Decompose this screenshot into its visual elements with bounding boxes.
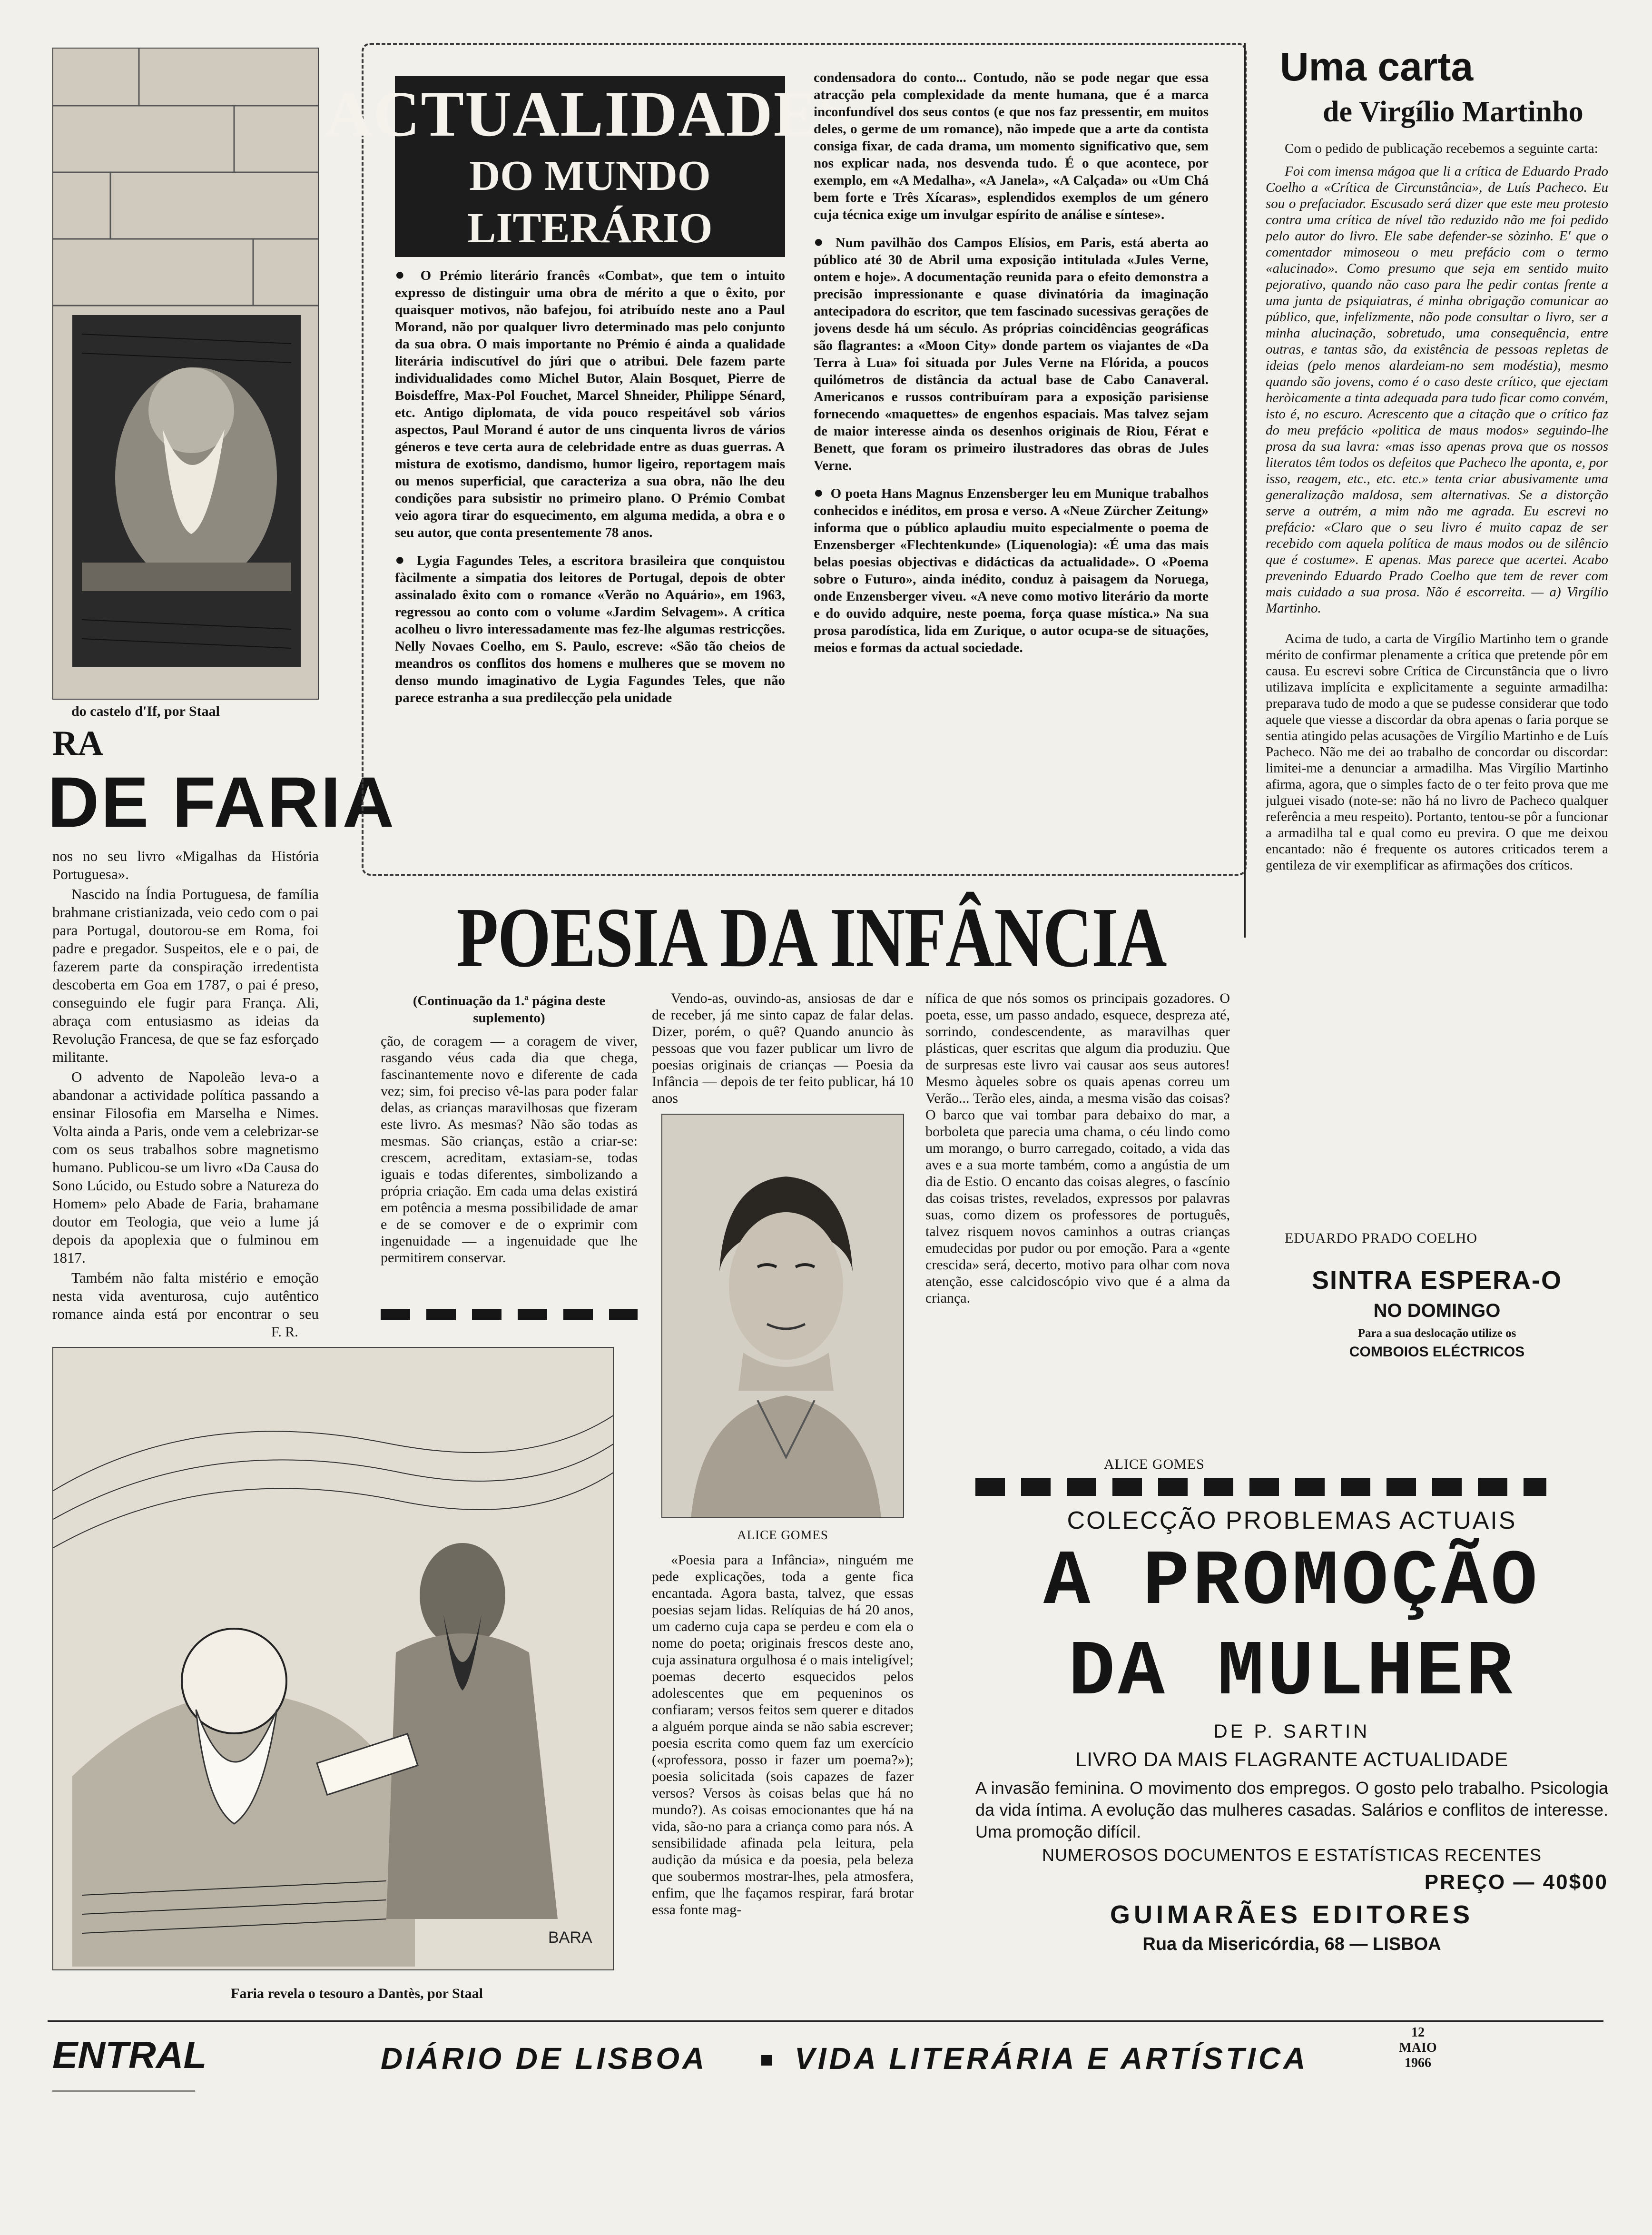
bullet-icon: ● [814,233,826,251]
poesia-text: ção, de coragem — a coragem de viver, rasgando véus cada dia que chega, fascinantemente novo e diferente de cada vez; sim, foi preciso vê-las para poder falar delas, as crianças maravilhosas que fizeram este livro. As mesmas? Não são todas as mesmas. São crianças, estão a criar-se: crescem, acreditam, extasiam-se, todas iguais e todas diferentes, simbolizando a própria criação. Em cada uma delas existirá em potência a mesma possibilidade de amar e de se comover e de o exprimir com ingenuidade — a ingenuidade que lhe permitirem conservar. [381,1033,638,1266]
faria-headline: DE FARIA [48,762,396,842]
faria-signature: F. R. [271,1324,298,1340]
poesia-column-2-top [652,990,914,1114]
faria-dantes-caption: Faria revela o tesouro a Dantès, por Staal [231,1986,483,2001]
poesia-text: «Poesia para a Infância», ninguém me pede explicações, toda a gente fica encantada. Agora basta, talvez, que essas poesias sejam lidas. Relíquias de há 20 anos, um caderno cuja capa se perdeu e com ela o nome do poeta; originais frescos deste ano, cuja assinatura orgulhosa é o mais inteligível; poemas decerto esquecidos pelos adolescentes que em pequeninos os confiaram; versos feitos sem querer e ditados a alguém porque ainda se não sabia escrever; poesia escrita como quem faz um exercício («professora, posso ir fazer um poema?»); poesia solicitada (sois capazes de fazer versos? Versos às coisas belas que há no mundo?). As coisas emocionantes que há na vida, são-no para a criança como para nós. A sensibilidade afinada pela leitura, pela audição da música e da poesia, pela beleza que soubermos mostrar-lhes, pela atmosfera, enfim, que lhe façamos respirar, fará brotar essa fonte mag- [652,1552,914,1918]
promocao-address: Rua da Misericórdia, 68 — LISBOA [1142,1934,1441,1954]
actualidades-item [395,267,785,541]
footer-year: 1966 [1405,2056,1431,2070]
bullet-icon: ● [395,267,410,284]
poesia-divider [381,1309,638,1320]
carta-letter: Foi com imensa mágoa que li a crítica de Eduardo Prado Coelho a «Crítica de Circunstância», de Luís Pacheco. Eu sou o prefaciador. Escusado será dizer que este meu protesto contra uma crítica de nível tão reduzido não me foi pedido pelo autor do livro. Ele sabe defender-se sòzinho. E' que o comentador mimoseou o meu prefácio com o termo «alucinado». Como presumo que seja em sentido muito pejorativo, quando não caso para lhe pedir contas frente a uma junta de psiquiatras, é minha obrigação comunicar ao público, que, infelizmente, não pode consultar o livro, ser a minha alucinação, sobretudo, uma consequência, entre outras, e tantas são, da existência de pessoas repletas de ideias (pelo menos alardeiam-no sem modéstia), mesmo quando são jovens, como é o caso deste crítico, que ejectam heròicamente a tinta adequada para tudo ficar como convém, isto é, no escuro. Acrescento que a citação que o crítico faz do meu prefácio «politica de maus modos» seguindo-lhe prosa da sua lavra: «mas isso apenas prova que os nossos literatos têm todos os defeitos que Pacheco lhe aponta, e, por isso, reagem, etc., etc. etc.» tenta criar abusivamente uma generalização maldosa, sem alternativas. Se a distorção serve a outrém, a mim não me agrada. Eu escrevi no prefácio: «Claro que o seu livro é muito capaz de ser recebido com aquela política de maus modos ou de silêncio que é costume». E apenas. Mas parece que acertei. Acabo prevenindo Eduardo Prado Coelho que tem de rever com mais cuidado a sua prosa. Não é escorreita. — a) Virgílio Martinho. [1266,164,1608,616]
castle-engraving-illustration [53,49,319,700]
actualidades-item [395,552,785,706]
photo-caption: ALICE GOMES [737,1528,828,1542]
poesia-text: Vendo-as, ouvindo-as, ansiosas de dar e de receber, já me sinto capaz de falar delas. Dizer, porém, o quê? Quando anuncio às pessoas que vou fazer publicar um livro de poesias originais de crianças — Poesia da Infância — depois de ter feito publicar, há 10 anos [652,990,914,1106]
faria-dantes-engraving [52,1347,614,1970]
bullet-icon: ● [395,551,408,569]
actualidades-item [814,485,1209,656]
footer-day: 12 [1411,2025,1425,2040]
footer-left: ENTRAL [52,2034,207,2076]
sintra-ad-day: NO DOMINGO [1373,1300,1501,1321]
footer-rule [48,2020,1603,2022]
carta-signature: EDUARDO PRADO COELHO [1285,1230,1478,1246]
promocao-collection: COLECÇÃO PROBLEMAS ACTUAIS [1067,1507,1517,1534]
faria-lead: nos no seu livro «Migalhas da História Portuguesa». [52,848,319,882]
promocao-title-line2: DA MULHER [1068,1629,1515,1717]
poesia-column-2-bottom [652,1552,914,1970]
sintra-ad-note: Para a sua deslocação utilize os [1357,1327,1516,1340]
sintra-ad-title: SINTRA ESPERA-O [1311,1266,1563,1295]
actualidades-column-2 [814,69,1209,859]
carta-subtitle: de Virgílio Martinho [1323,96,1583,128]
engraving-signature: BARA [548,1928,592,1947]
carta-intro: Com o pedido de publicação recebemos a seguinte carta: [1285,141,1598,156]
alice-gomes-photo [661,1114,904,1518]
actualidades-title-block [325,76,855,257]
poesia-continuation: (Continuação da 1.ª página deste suplemento) [413,993,606,1026]
portrait-illustration [662,1115,904,1518]
faria-paragraph: O advento de Napoleão leva-o a abandonar a actividade política passando a ensinar Filosofia em Marselha e Nimes. Volta ainda a Paris, onde vem a celebrizar-se com os seus trabalhos sobre magnetismo humano. Publicou-se um livro «Da Causa do Sono Lúcido, ou Estudo sobre a Natureza do Homem» pelo Abade de Faria, brahamane doutor em Teologia, que veio a lume já depois da apoplexia que o fulminou em 1817. [52,1068,319,1266]
actualidades-subtitle: DO MUNDO LITERÁRIO [467,152,713,252]
poesia-column-1 [381,1033,638,1299]
faria-paragraph: Também não falta mistério e emoção nesta vida aventurosa, cujo autêntico romance ainda está por encontrar o seu [52,1269,319,1322]
faria-paragraph: Nascido na Índia Portuguesa, de família brahmane cristianizada, veio cedo com o pai para Portugal, doutorou-se em Roma, foi padre e pregador. Suspeitos, ele e o pai, de fazerem parte da conspiração irredentista descoberta em Goa em 1787, o pai é preso, conseguindo ele fugir para França. Ali, abraça com entusiasmo as ideias da Revolução Francesa, de que se faz esforçado militante. [52,886,319,1065]
bullet-icon: ● [814,484,824,502]
carta-title: Uma carta [1280,44,1474,89]
footer-bullet-icon [761,2055,772,2066]
promocao-extra: NUMEROSOS DOCUMENTOS E ESTATÍSTICAS RECENTES [1042,1845,1542,1865]
faria-article [52,847,319,1323]
footer-month: MAIO [1399,2040,1437,2055]
actualidades-column-1 [395,267,785,857]
actualidades-item-continued: condensadora do conto... Contudo, não se pode negar que essa atracção pela complexidade da mente humana, que é a marca inconfundível dos seus contos (e que nos faz pressentir, em muitos deles, o germe de um romance), não impede que a arte da contista consiga fixar, de cada drama, um momento significativo que, sem nos explicar nada, nos desvenda tudo. É o que acontece, por exemplo, em «A Medalha», «A Janela», «A Calçada» ou «Um Chá bem forte e Três Xícaras», esplendidos exemplos de um género cuja técnica exige um invulgar espírito de análise e síntese». [814,70,1209,222]
actualidades-item-text: Lygia Fagundes Teles, a escritora brasileira que conquistou fàcilmente a simpatia dos leitores de Portugal, depois de obter assinalado êxito com o romance «Verão no Aquário», em 1963, regressou ao conto com o volume «Jardim Selvagem». A crítica acolheu o livro interessadamente mas fez-lhe algumas restricções. Nelly Novaes Coelho, em S. Paulo, escreve: «São tão cheios de meandros os conflitos dos homens e mulheres que se movem no denso mundo imaginativo de Lygia Fagundes Teles, que não parece estranha a sua predilecção pela unidade [395,553,785,705]
actualidades-item-text: O poeta Hans Magnus Enzensberger leu em Munique trabalhos conhecidos e inéditos, em prosa e verso. A «Neue Zürcher Zeitung» informa que o público aplaudiu muito especialmente o poema de Enzensberger «Flechtenkunde» (Liquenologia): «É uma das mais belas poesias objectivas e didácticas da actualidade». O «Poema sobre o Futuro», ainda inédito, conduz à paisagem da Noruega, onde Enzensberger viveu. «A neve como motivo literário da morte e do ouvido adquire, neste poema, força quase mística.» Na sua prosa parodística, lida em Zurique, o autor ocupa-se de situações, meios e formas da actual sociedade. [814,486,1209,655]
sintra-ad-trains: COMBOIOS ELÉCTRICOS [1349,1344,1525,1360]
promocao-price: PREÇO — 40$00 [1424,1870,1608,1894]
promocao-publisher: GUIMARÃES EDITORES [1110,1900,1474,1929]
actualidades-item-text: Num pavilhão dos Campos Elísios, em Paris, está aberta ao público até 30 de Abril uma exposição intitulada «Jules Verne, ontem e hoje». A documentação reunida para o efeito demonstra a precisão impressionante e quase divinatória da imaginação antecipadora do escritor, que tem fascinado sucessivas gerações de jovens desde há um século. As próprias coincidências geográficas são flagrantes: a «Moon City» donde partem os viajantes de «Da Terra à Lua» foi situada por Jules Verne na Flórida, a poucos quilómetros de distância da actual base de Cabo Canaveral. Americanos e russos contribuíram para a exposição parisiense fornecendo «maquettes» de engenhos espaciais. Mas talvez sejam de maior interesse ainda os desenhos originais de Riou, Férat e Benett, que foram os primeiro ilustradores das obras de Jules Verne. [814,235,1209,473]
promocao-description: A invasão feminina. O movimento dos empregos. O gosto pelo trabalho. Psicologia da vida íntima. A evolução das mulheres casadas. Salários e conflitos de interesse. Uma promoção difícil. [975,1778,1608,1841]
carta-column-rule [1244,43,1246,938]
poesia-headline: POESIA DA INFÂNCIA [456,890,1166,985]
poesia-text: nífica de que nós somos os principais gozadores. O poeta, esse, um passo andado, esquece, despreza até, sorrindo, condescendente, as maravilhas quer plásticas, quer escritas que algum dia produziu. Que de surpresas este livro vai causar aos seus autores! Mesmo àqueles sobre os quais apenas correu um Verão... Terão eles, ainda, a mesma visão das coisas? O barco que vai tombar para debaixo do mar, a borboleta que parecia uma chama, o céu lindo como um morango, o burro carregado, coitado, a vida das aves e a sua morte também, como a angústia de um dia de Estio. O encanto das coisas alegres, o fascínio das coisas tristes, revelados, expressos por palavras suas, como dizem os professores de português, talvez risquem novos caminhos a outras crianças emudecidas por pudor ou por emoção. Para a «gente crescida» será, decerto, motivo para olhar com nova atenção, esse calcidoscópio vivo que é a alma da criança. [925,990,1230,1306]
carta-article [1266,140,1608,1226]
faria-kicker: RA [52,724,103,763]
actualidades-item [814,234,1209,474]
footer-newspaper: DIÁRIO DE LISBOA [381,2041,708,2076]
footer-bottom-rule [52,2090,195,2092]
actualidades-title: ACTUALIDADES [325,79,855,150]
promocao-ad [975,1504,1608,1985]
poesia-signature: ALICE GOMES [1104,1456,1205,1472]
castle-image-caption: do castelo d'If, por Staal [71,703,220,719]
footer-date [1389,2025,1446,2071]
sintra-divider [975,1478,1546,1496]
sintra-ad [1261,1264,1613,1406]
castle-engraving [52,48,319,700]
poesia-column-3 [925,990,1230,1466]
footer-section: VIDA LITERÁRIA E ARTÍSTICA [795,2041,1308,2076]
promocao-tagline: LIVRO DA MAIS FLAGRANTE ACTUALIDADE [1075,1748,1509,1770]
faria-dantes-illustration [53,1348,614,1970]
promocao-title-line1: A PROMOÇÃO [1043,1538,1541,1627]
promocao-author: DE P. SARTIN [1213,1721,1370,1742]
actualidades-item-text: O Prémio literário francês «Combat», que tem o intuito expresso de distinguir uma obra de mérito a que o êxito, por quaisquer motivos, não bafejou, foi atribuído neste ano a Paul Morand, não por qualquer livro determinado mas pelo conjunto da sua obra. O mais importante no Prémio é ainda a qualidade literária indiscutível do júri que o atribui. Dele fazem parte individualidades como Michel Butor, Alain Bosquet, Pierre de Boisdeffre, Max-Pol Fouchet, Marcel Shneider, Philippe Sénard, etc. Antigo diplomata, de vida pouco respeitável sob vários aspectos, Paul Morand é autor de uns cinquenta livros de vários géneros e teve certa aura de celebridade entre as duas guerras. A mistura de exotismo, dandismo, humor ligeiro, reportagem mais ou menos superficial, que caracteriza a sua obra, não lhe deu condições para subsistir no primeiro plano. O Prémio Combat veio agora tirar do esquecimento, em alguma medida, a obra e o seu autor, que conta presentemente 78 anos. [395,268,785,540]
carta-reply: Acima de tudo, a carta de Virgílio Martinho tem o grande mérito de confirmar plenamente a crítica que pretende pôr em causa. Eu escrevi sobre Crítica de Circunstância que o livro utilizava implícita e explìcitamente a seguinte armadilha: preparava tudo de modo a que se pudesse considerar que todo aquele que viesse a discordar da obra apenas o faria porque se sentia atingido pelas acusações de Virgílio Martinho e de Luís Pacheco. Não me dei ao trabalho de concordar ou discordar: limitei-me a denunciar a armadilha. Mas Virgílio Martinho afirma, agora, que o simples facto de o ter feito prova que me julguei visado (note-se: não há no livro de Pacheco qualquer referência a meu respeito). Portanto, tentou-se pôr a funcionar a armadilha tal e qual como eu previra. O que me deixou encantado: não é frequente os autores criticados terem a gentileza de vir exemplificar as afirmações dos críticos. [1266,631,1608,873]
